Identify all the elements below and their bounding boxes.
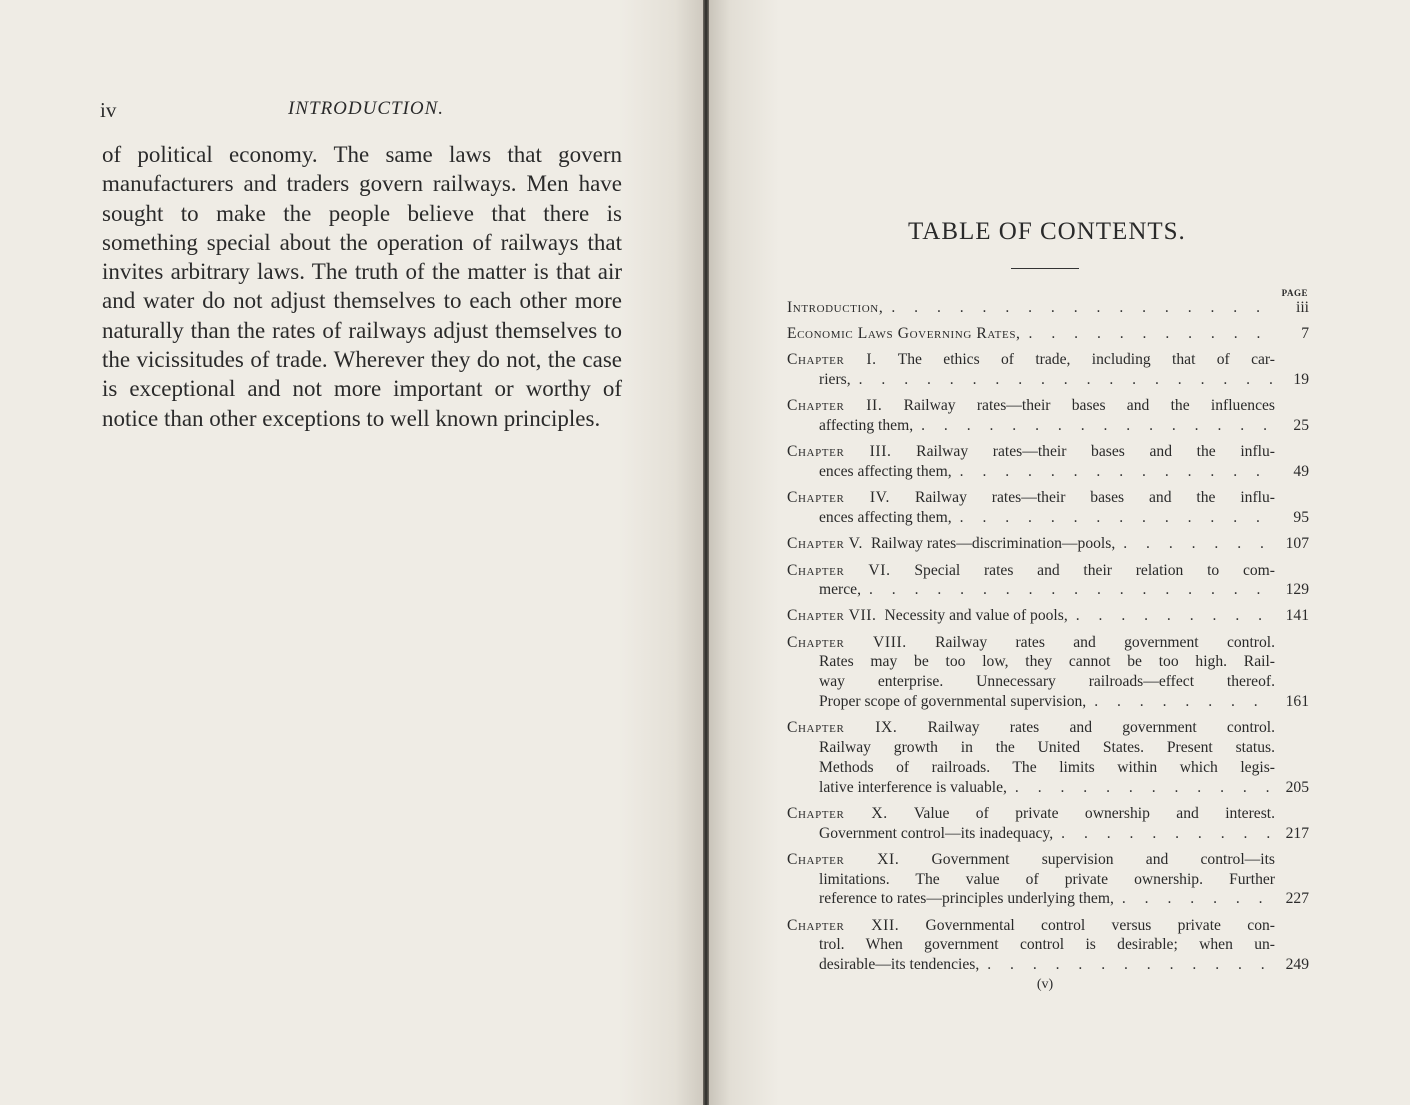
entry-text: Governmental control versus private con- [925, 916, 1275, 934]
entry-text: merce, [819, 581, 861, 599]
leader-dots [952, 508, 1275, 528]
leader-dots [979, 955, 1275, 975]
toc-entry-chapter-11 [787, 850, 1309, 909]
toc-title: TABLE OF CONTENTS. [908, 218, 1186, 245]
chapter-label: Chapter XII. [787, 916, 900, 934]
toc-entry-chapter-1 [787, 350, 1309, 390]
entry-page: 249 [1285, 956, 1309, 974]
entry-page: 227 [1285, 890, 1309, 908]
entry-label: Economic Laws Governing Rates, [787, 325, 1021, 343]
toc-entry-chapter-8 [787, 633, 1309, 712]
leader-dots [1086, 692, 1275, 712]
entry-text: Railway rates—their bases and the influ- [916, 443, 1275, 461]
entry-text: desirable—its tendencies, [819, 956, 980, 974]
page-column-label: PAGE [1281, 288, 1308, 298]
entry-text: Railway rates—their bases and the influences [903, 397, 1275, 415]
entry-text: Railway rates and government control. [927, 719, 1275, 737]
left-page [0, 0, 703, 1105]
entry-text: Railway rates—discrimination—pools, [870, 535, 1116, 553]
toc-entry-chapter-9 [787, 718, 1309, 797]
entry-text: Rates may be too low, they cannot be too high. Rail- [819, 653, 1275, 671]
toc-entry-chapter-4 [787, 488, 1309, 528]
entry-text: Special rates and their relation to com- [914, 561, 1275, 579]
entry-text: Proper scope of governmental supervision, [819, 693, 1087, 711]
entry-text: Necessity and value of pools, [884, 607, 1068, 625]
chapter-label: Chapter I. [787, 351, 877, 369]
entry-page: 107 [1285, 535, 1309, 553]
toc-entry-chapter-5 [787, 534, 1309, 554]
page-number: iv [100, 98, 117, 122]
entry-text: ences affecting them, [819, 463, 952, 481]
entry-text: limitations. The value of private ownership. Further [819, 870, 1275, 888]
chapter-label: Chapter X. [787, 804, 888, 822]
table-of-contents [787, 298, 1309, 981]
entry-page: iii [1296, 299, 1309, 316]
entry-page: 141 [1285, 607, 1309, 625]
entry-text: reference to rates—principles underlying them, [819, 890, 1114, 908]
leader-dots [1068, 606, 1275, 626]
entry-page: 49 [1293, 463, 1309, 481]
toc-entry-chapter-7 [787, 606, 1309, 626]
leader-dots [913, 416, 1275, 436]
entry-page: 95 [1293, 509, 1309, 527]
chapter-label: Chapter V. [787, 535, 863, 553]
chapter-label: Chapter XI. [787, 850, 900, 868]
toc-entry-chapter-3 [787, 442, 1309, 482]
entry-text: Railway growth in the United States. Present status. [819, 739, 1275, 757]
toc-entry-chapter-6 [787, 561, 1309, 601]
entry-text: affecting them, [819, 417, 914, 435]
entry-text: riers, [819, 371, 851, 389]
entry-page: 25 [1293, 417, 1309, 435]
chapter-label: Chapter VI. [787, 561, 891, 579]
body-paragraph: of political economy. The same laws that govern manufacturers and traders govern railways. Men have sought to make the people believe that there is something special about the operation of railways that invites arbitrary laws. The truth of the matter is that air and water do not adjust themselves to each other more naturally than the rates of railways adjust themselves to the vicissitudes of trade. Wherever they do not, the case is exceptional and not more important or worthy of notice than other exceptions to well known principles. [102, 142, 622, 431]
entry-text: Methods of railroads. The limits within which legis- [819, 758, 1275, 776]
toc-entry-introduction [787, 298, 1309, 318]
entry-text: Government supervision and control—its [931, 850, 1275, 868]
entry-page: 129 [1285, 581, 1309, 599]
entry-text: Government control—its inadequacy, [819, 824, 1054, 842]
folio-page-number: (v) [1036, 977, 1054, 992]
leader-dots [952, 462, 1275, 482]
entry-text: trol. When government control is desirable; when un- [819, 936, 1275, 954]
entry-text: Railway rates—their bases and the influ- [914, 489, 1275, 507]
chapter-label: Chapter II. [787, 397, 883, 415]
chapter-label: Chapter IX. [787, 719, 898, 737]
entry-text: ences affecting them, [819, 509, 952, 527]
entry-text: lative interference is valuable, [819, 778, 1007, 796]
chapter-label: Chapter VII. [787, 607, 877, 625]
leader-dots [1007, 778, 1275, 798]
leader-dots [1115, 534, 1275, 554]
entry-page: 205 [1285, 778, 1309, 796]
title-rule [1011, 268, 1079, 269]
entry-page: 161 [1285, 693, 1309, 711]
chapter-label: Chapter III. [787, 443, 892, 461]
leader-dots [883, 298, 1275, 318]
entry-text: The ethics of trade, including that of car- [897, 351, 1276, 369]
entry-text: Value of private ownership and interest. [913, 804, 1275, 822]
leader-dots [1114, 889, 1275, 909]
entry-text: way enterprise. Unnecessary railroads—effect thereof. [819, 673, 1275, 691]
leader-dots [851, 370, 1275, 390]
leader-dots [1053, 824, 1275, 844]
entry-page: 7 [1301, 325, 1309, 343]
toc-entry-chapter-12 [787, 916, 1309, 975]
entry-page: 19 [1293, 371, 1309, 389]
chapter-label: Chapter IV. [787, 489, 891, 507]
chapter-label: Chapter VIII. [787, 633, 907, 651]
toc-entry-chapter-10 [787, 804, 1309, 844]
entry-page: 217 [1285, 824, 1309, 842]
entry-label: Introduction, [787, 299, 884, 316]
leader-dots [861, 580, 1275, 600]
leader-dots [1021, 324, 1275, 344]
toc-entry-chapter-2 [787, 396, 1309, 436]
entry-text: Railway rates and government control. [935, 633, 1276, 651]
running-title: INTRODUCTION. [288, 98, 445, 119]
toc-entry-economic-laws [787, 324, 1309, 344]
